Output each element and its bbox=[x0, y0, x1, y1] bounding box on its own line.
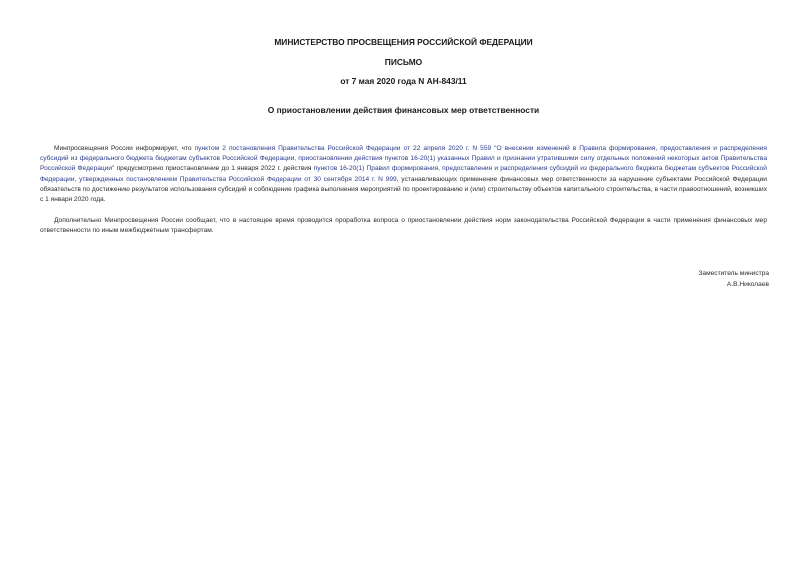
paragraph-1-text-a: Минпросвещения России информирует, что bbox=[54, 145, 195, 152]
reference-link-decree-559[interactable]: пунктом 2 постановления Правительства Российской Федерации от 22 апреля 2020 г. N 559 "О внесении изменений в Правила формирования, предоставления и распределения субсидий из федерального бюджета бюджетам субъектов Российской Федерации, приостановлении действия пунктов 16-20(1) указанных Правил и признании утратившими силу отдельных положений некоторых актов Правительства Российской Федерации" bbox=[40, 145, 767, 173]
document-type: ПИСЬМО bbox=[384, 57, 423, 67]
document-subject: О приостановлении действия финансовых мер ответственности bbox=[267, 105, 540, 115]
signatory-role: Заместитель министра bbox=[698, 270, 769, 277]
document-date-number: от 7 мая 2020 года N АН-843/11 bbox=[340, 76, 467, 86]
body-paragraph-1 bbox=[40, 144, 767, 205]
paragraph-1-text-b: предусмотрено приостановление до 1 января 2022 г. действия bbox=[114, 165, 314, 173]
signatory-name: А.В.Николаев bbox=[726, 281, 769, 288]
body-paragraph-2 bbox=[40, 216, 767, 236]
issuing-organization: МИНИСТЕРСТВО ПРОСВЕЩЕНИЯ РОССИЙСКОЙ ФЕДЕРАЦИИ bbox=[274, 37, 533, 47]
paragraph-2-text: Дополнительно Минпросвещения России сообщает, что в настоящее время проводится проработка вопроса о приостановлении действия норм законодательства Российской Федерации в части применения финансовых мер ответственности по иным межбюджетным трансфертам. bbox=[40, 217, 767, 235]
paragraph-1-text-c: , устанавливающих применение финансовых мер ответственности за нарушение субъектами Российской Федерации обязательств по достижению результатов использования субсидий и соблюдение графика выполнения мероприятий по проектированию и (или) строительству объектов капитального строительства, в части правоотношений, возникших с 1 января 2020 года. bbox=[40, 175, 767, 204]
reference-link-rules-999[interactable]: пунктов 16-20(1) Правил формирования, предоставления и распределения субсидий из федерального бюджета бюджетам субъектов Российской Федерации, утвержденных постановлением Правительства Российской Федерации от 30 сентября 2014 г. N 999 bbox=[40, 165, 767, 183]
